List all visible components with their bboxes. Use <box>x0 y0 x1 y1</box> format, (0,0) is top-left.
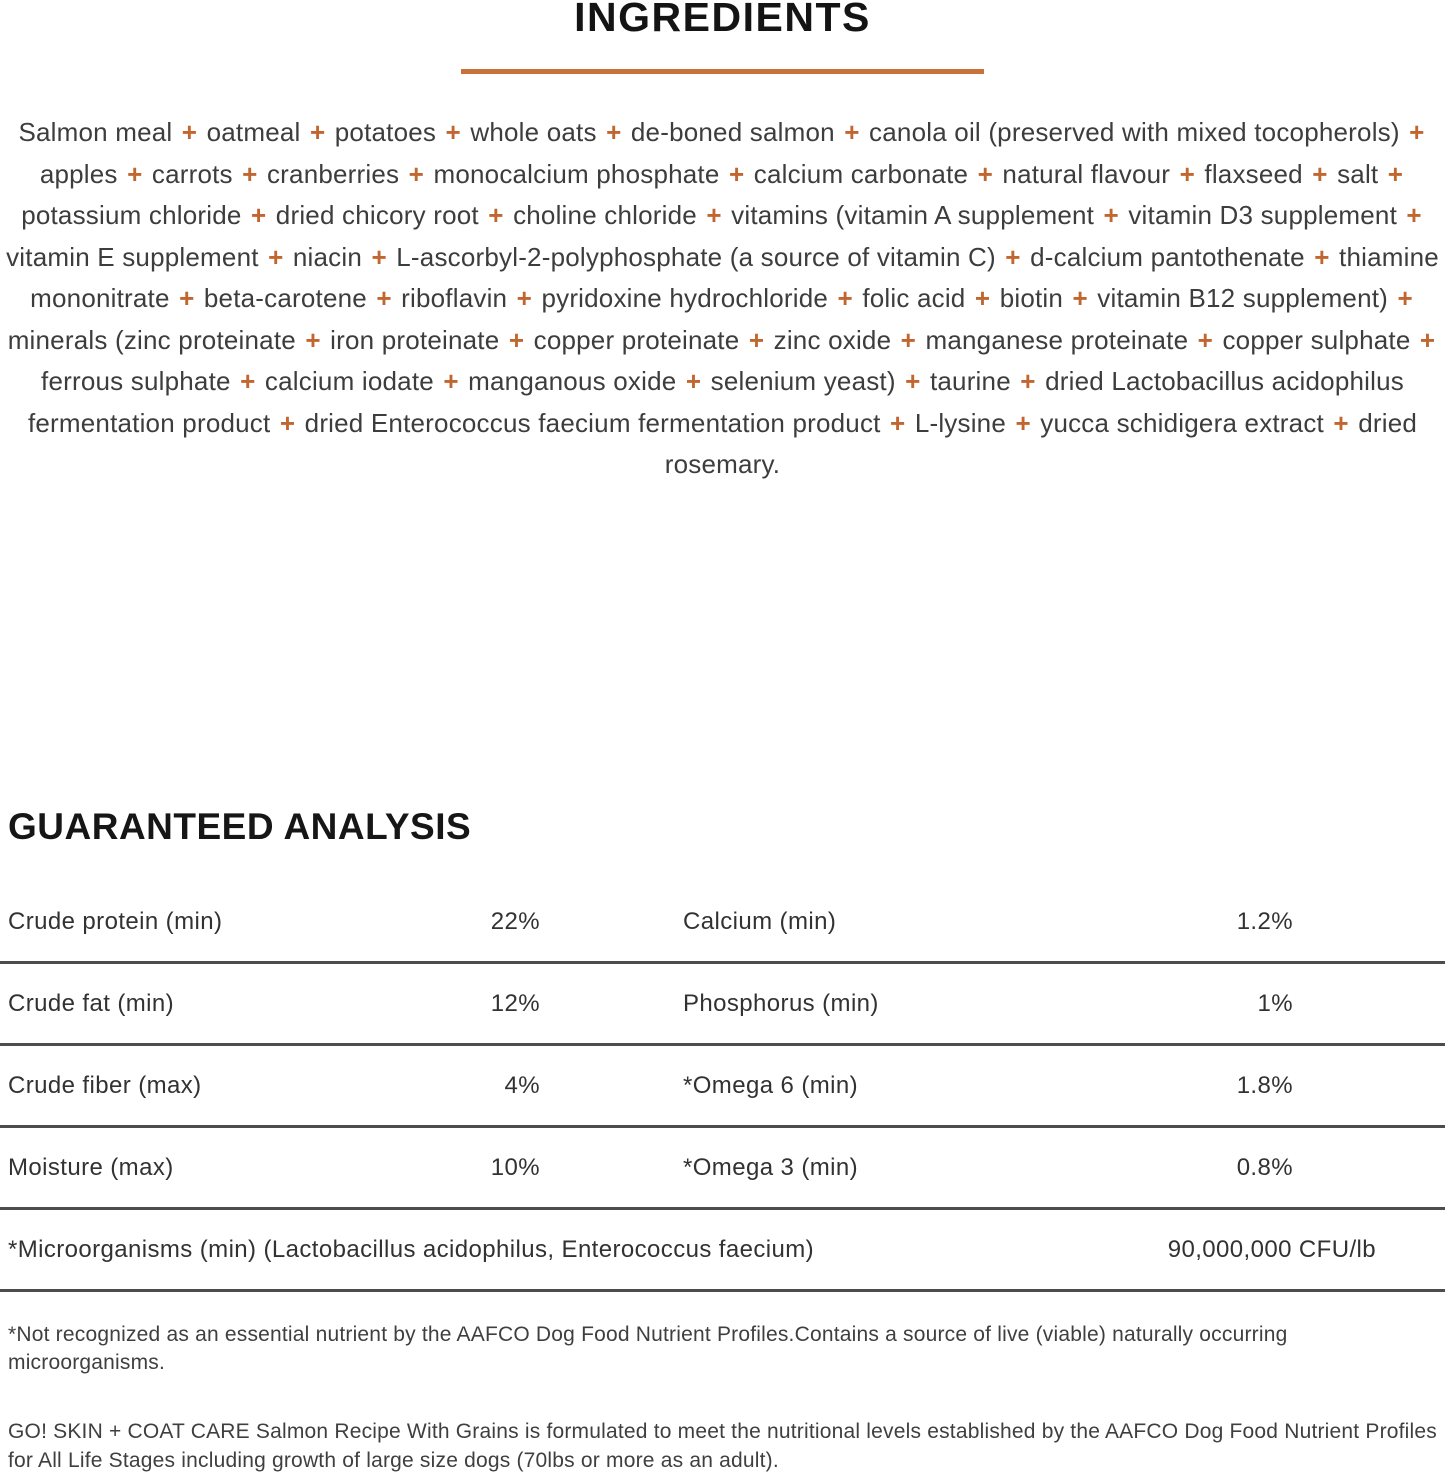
analysis-value: 4% <box>504 1071 540 1099</box>
plus-separator: + <box>232 366 263 396</box>
analysis-label: *Microorganisms (min) (Lactobacillus acidophilus, Enterococcus faecium) <box>8 1235 815 1263</box>
plus-separator: + <box>970 158 1001 189</box>
plus-separator: + <box>260 241 291 272</box>
ingredient-item: riboflavin <box>401 283 508 313</box>
ingredient-item: canola oil (preserved with mixed tocopherols) <box>869 117 1400 147</box>
analysis-label: Calcium (min) <box>683 907 837 935</box>
guaranteed-analysis-table <box>0 882 1445 1292</box>
ingredient-item: oatmeal <box>206 117 301 147</box>
ingredient-item: vitamin D3 supplement <box>1128 200 1397 230</box>
ingredient-item: vitamins (vitamin A supplement <box>731 200 1095 230</box>
ingredient-item: manganous oxide <box>468 366 677 396</box>
analysis-value: 90,000,000 CFU/lb <box>1167 1235 1376 1263</box>
analysis-label: Moisture (max) <box>8 1153 174 1181</box>
analysis-value: 1% <box>1257 989 1293 1017</box>
analysis-label: Crude fat (min) <box>8 989 175 1017</box>
plus-separator: + <box>1008 407 1039 438</box>
plus-separator: + <box>364 241 395 272</box>
plus-separator: + <box>438 117 469 147</box>
plus-separator: + <box>1096 200 1127 230</box>
plus-separator: + <box>698 200 730 230</box>
ingredient-item: copper sulphate <box>1222 324 1411 355</box>
analysis-table-row <box>0 882 1445 964</box>
ingredient-item: Salmon meal <box>18 117 173 147</box>
analysis-label: Phosphorus (min) <box>683 989 879 1017</box>
ingredient-item: L-ascorbyl-2-polyphosphate (a source of vitamin C) <box>396 241 996 272</box>
analysis-label: *Omega 6 (min) <box>683 1071 858 1099</box>
plus-separator: + <box>1412 324 1436 355</box>
footnote-formulation-statement: GO! SKIN + COAT CARE Salmon Recipe With Grains is formulated to meet the nutritional levels established by the AAFCO Dog Food Nutrient Profiles for All Life Stages including growth of large size dogs (70lbs or more as an adult). <box>8 1420 1437 1472</box>
plus-separator: + <box>435 366 467 396</box>
ingredient-item: dried rosemary. <box>664 407 1418 479</box>
plus-separator: + <box>598 117 629 147</box>
plus-separator: + <box>119 158 150 189</box>
plus-separator: + <box>171 283 202 313</box>
plus-separator: + <box>1065 283 1096 313</box>
plus-separator: + <box>302 117 333 147</box>
plus-separator: + <box>480 200 512 230</box>
plus-separator: + <box>967 283 998 313</box>
ingredients-title: INGREDIENTS <box>574 0 871 40</box>
ingredient-item: folic acid <box>862 283 966 313</box>
ingredient-item: choline chloride <box>513 200 697 230</box>
ingredient-item: carrots <box>151 158 233 189</box>
ingredient-item: minerals (zinc proteinate <box>7 324 296 355</box>
ingredient-item: niacin <box>292 241 363 272</box>
analysis-table-row <box>0 964 1445 1046</box>
ingredient-item: de-boned salmon <box>630 117 835 147</box>
ingredients-section <box>0 0 1445 486</box>
ingredient-item: biotin <box>999 283 1064 313</box>
plus-separator: + <box>401 158 432 189</box>
plus-separator: + <box>368 283 400 313</box>
plus-separator: + <box>997 241 1029 272</box>
plus-separator: + <box>272 407 303 438</box>
plus-separator: + <box>1380 158 1404 189</box>
ingredient-item: beta-carotene <box>203 283 367 313</box>
plus-separator: + <box>882 407 913 438</box>
ingredient-item: iron proteinate <box>330 324 500 355</box>
ingredient-item: monocalcium phosphate <box>433 158 720 189</box>
analysis-table-row <box>0 1128 1445 1210</box>
ingredient-item: ferrous sulphate <box>41 366 231 396</box>
plus-separator: + <box>721 158 752 189</box>
plus-separator: + <box>1304 158 1336 189</box>
footnote-aafco-nutrient: *Not recognized as an essential nutrient by the AAFCO Dog Food Nutrient Profiles.Contains a source of live (viable) naturally occurring microorganisms. <box>8 1323 1288 1374</box>
analysis-value: 0.8% <box>1236 1153 1293 1181</box>
plus-separator: + <box>830 283 861 313</box>
plus-separator: + <box>836 117 868 147</box>
analysis-label: Crude protein (min) <box>8 907 223 935</box>
plus-separator: + <box>897 366 928 396</box>
plus-separator: + <box>174 117 205 147</box>
ingredient-item: taurine <box>929 366 1011 396</box>
ingredient-item: potassium chloride <box>21 200 242 230</box>
ingredient-item: vitamin E supplement <box>6 241 259 272</box>
plus-separator: + <box>297 324 329 355</box>
analysis-value: 1.2% <box>1236 907 1293 935</box>
plus-separator: + <box>1325 407 1357 438</box>
plus-separator: + <box>893 324 924 355</box>
guaranteed-analysis-title: GUARANTEED ANALYSIS <box>8 806 472 847</box>
ingredient-item: copper proteinate <box>533 324 740 355</box>
ingredient-item: manganese proteinate <box>925 324 1189 355</box>
ingredient-item: zinc oxide <box>773 324 892 355</box>
plus-separator: + <box>501 324 532 355</box>
analysis-value: 12% <box>490 989 540 1017</box>
analysis-label: *Omega 3 (min) <box>683 1153 858 1181</box>
plus-separator: + <box>1399 200 1422 230</box>
analysis-value: 1.8% <box>1236 1071 1293 1099</box>
ingredient-item: vitamin B12 supplement) <box>1097 283 1389 313</box>
plus-separator: + <box>1401 117 1425 147</box>
ingredient-item: L-lysine <box>914 407 1007 438</box>
ingredient-item: salt <box>1337 158 1379 189</box>
ingredient-item: dried chicory root <box>275 200 479 230</box>
ingredient-item: potatoes <box>334 117 437 147</box>
ingredient-item: yucca schidigera extract <box>1040 407 1324 438</box>
ingredient-item: natural flavour <box>1002 158 1171 189</box>
ingredient-item: dried Enterococcus faecium fermentation product <box>304 407 881 438</box>
plus-separator: + <box>234 158 265 189</box>
analysis-table-row <box>0 1046 1445 1128</box>
guaranteed-analysis-section <box>0 806 1445 1475</box>
analysis-value: 10% <box>490 1153 540 1181</box>
ingredient-item: pyridoxine hydrochloride <box>541 283 829 313</box>
ingredient-item: cranberries <box>266 158 400 189</box>
ingredient-item: whole oats <box>470 117 597 147</box>
ingredient-item: selenium yeast) <box>710 366 896 396</box>
ingredient-item: thiamine mononitrate <box>30 241 1439 313</box>
ingredient-item: d-calcium pantothenate <box>1030 241 1305 272</box>
title-underline-rule <box>461 69 984 74</box>
plus-separator: + <box>1190 324 1221 355</box>
ingredient-item: calcium iodate <box>264 366 434 396</box>
plus-separator: + <box>1012 366 1044 396</box>
plus-separator: + <box>1172 158 1203 189</box>
ingredient-item: calcium carbonate <box>753 158 969 189</box>
ingredient-item: apples <box>39 158 118 189</box>
plus-separator: + <box>741 324 772 355</box>
analysis-table-row-microorganisms <box>0 1210 1445 1292</box>
ingredient-item: flaxseed <box>1204 158 1303 189</box>
ingredients-paragraph <box>6 112 1439 486</box>
plus-separator: + <box>509 283 540 313</box>
plus-separator: + <box>678 366 709 396</box>
ingredient-item: dried Lactobacillus acidophilus fermentation product <box>27 366 1404 438</box>
analysis-label: Crude fiber (max) <box>8 1071 202 1099</box>
plus-separator: + <box>1390 283 1413 313</box>
analysis-value: 22% <box>490 907 540 935</box>
plus-separator: + <box>1306 241 1338 272</box>
plus-separator: + <box>243 200 274 230</box>
